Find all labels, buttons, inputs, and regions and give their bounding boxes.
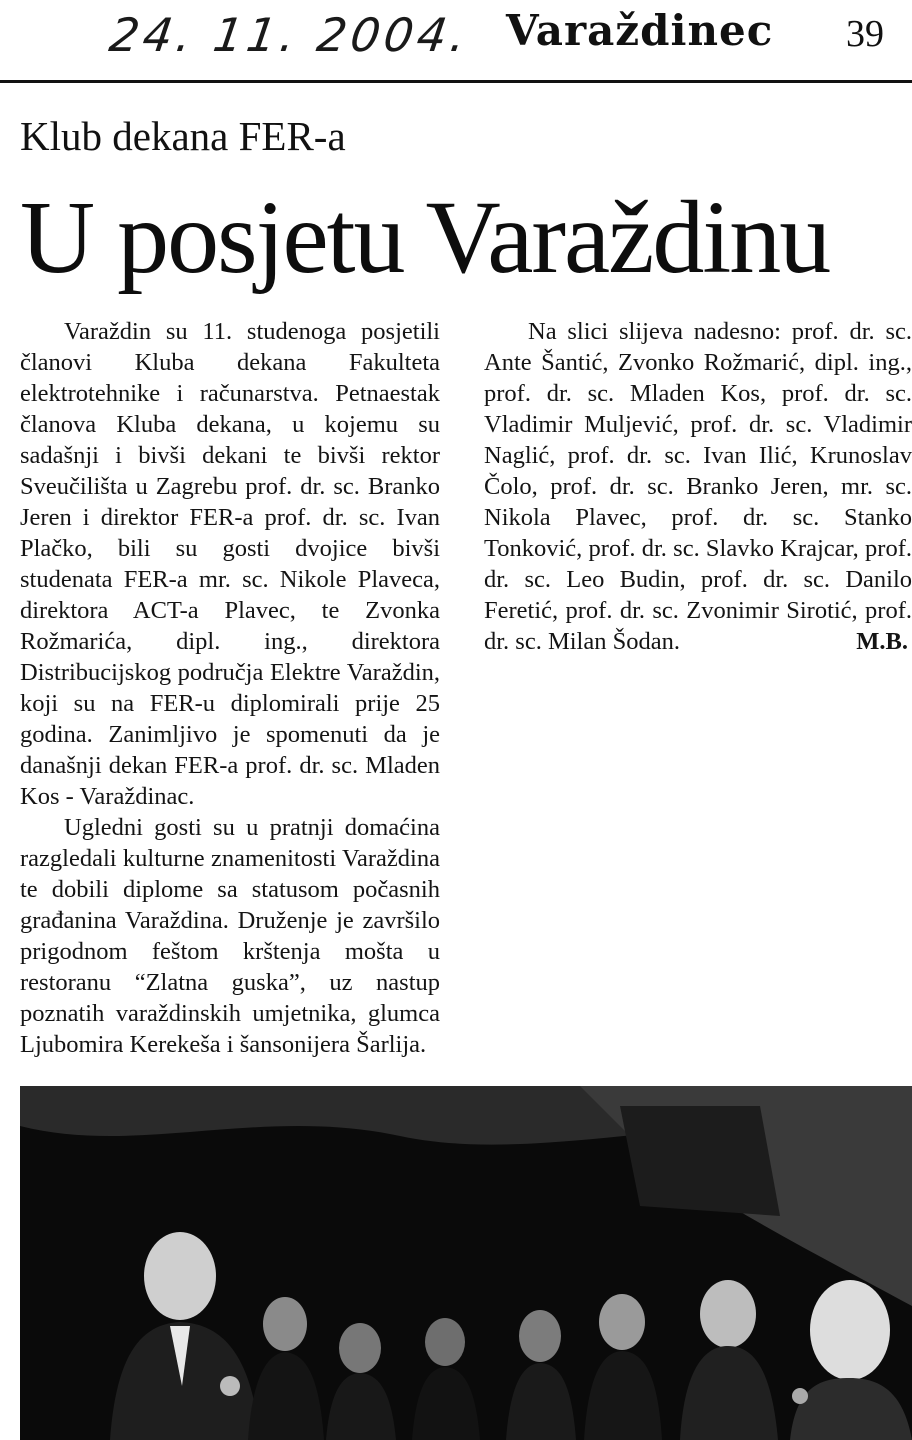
- handwritten-date: 24. 11. 2004.: [106, 8, 474, 62]
- article-paragraph-2: Ugledni gosti su u pratnji domaćina razgledali kulturne znamenitosti Varaždina te dobili diplome sa statusom počasnih građanina Varaždina. Druženje je završilo prigodnom feštom krštenja mošta u restoranu “Zlatna guska”, uz nastup poznatih varaždinskih umjetnika, glumca Ljubomira Kerekeša i šansonijera Šarlija.: [20, 814, 440, 1058]
- byline: M.B.: [856, 628, 908, 655]
- news-photo: [20, 1086, 912, 1440]
- article-kicker: Klub dekana FER-a: [20, 113, 346, 159]
- masthead-rule: [0, 80, 912, 83]
- newspaper-name: Varaždinec: [506, 6, 774, 55]
- article-headline: U posjetu Varaždinu: [20, 180, 830, 295]
- news-photo-image: [20, 1086, 912, 1440]
- article-column-left: [20, 316, 440, 1060]
- article-column-right: [484, 316, 912, 657]
- article-paragraph-3: [484, 316, 912, 657]
- article-paragraph-1: Varaždin su 11. studenoga posjetili članovi Kluba dekana Fakulteta elektrotehnike i računarstva. Petnaestak članova Kluba dekana, u kojemu su sadašnji i bivši dekani te bivši rektor Sveučilišta u Zagrebu prof. dr. sc. Branko Jeren i direktor FER-a prof. dr. sc. Ivan Plačko, bili su gosti dvojice bivši studenata FER-a mr. sc. Nikole Plaveca, direktora ACT-a Plavec, te Zvonka Rožmarića, dipl. ing., direktora Distribucijskog područja Elektre Varaždin, koji su na FER-u diplomirali prije 25 godina. Zanimljivo je spomenuti da je današnji dekan FER-a prof. dr. sc. Mladen Kos - Varaždinac.: [20, 318, 440, 810]
- masthead: [0, 0, 912, 84]
- page-number: 39: [846, 13, 884, 55]
- photo-caption: Na slici slijeva nadesno: prof. dr. sc. Ante Šantić, Zvonko Rožmarić, dipl. ing., prof. dr. sc. Mladen Kos, prof. dr. sc. Vladimir Muljević, prof. dr. sc. Vladimir Naglić, prof. dr. sc. Ivan Ilić, Krunoslav Čolo, prof. dr. sc. Branko Jeren, mr. sc. Nikola Plavec, prof. dr. sc. Stanko Tonković, prof. dr. sc. Slavko Krajcar, prof. dr. sc. Leo Budin, prof. dr. sc. Danilo Feretić, prof. dr. sc. Zvonimir Sirotić, prof. dr. sc. Milan Šodan.: [484, 318, 912, 655]
